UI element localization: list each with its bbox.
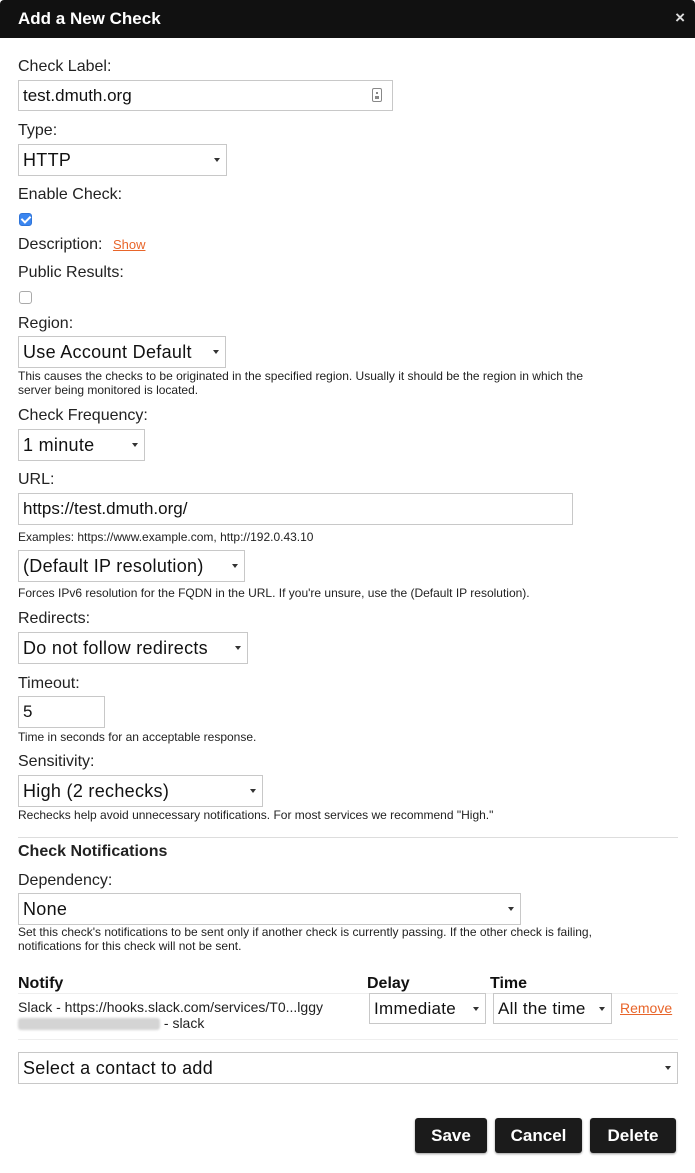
check-frequency-select[interactable] [18, 429, 145, 461]
sensitivity-select[interactable] [18, 775, 263, 807]
chevron-down-icon [214, 158, 220, 162]
time-select[interactable] [493, 993, 612, 1024]
dependency-help [18, 925, 592, 953]
delay-value: Immediate [374, 998, 457, 1018]
type-label: Type: [18, 122, 58, 139]
remove-contact-link[interactable]: Remove [620, 1000, 673, 1016]
enable-check-label: Enable Check: [18, 186, 123, 203]
delete-button[interactable]: Delete [590, 1118, 676, 1153]
url-help: Examples: https://www.example.com, http://192.0.43.10 [18, 530, 314, 544]
ip-resolution-help: Forces IPv6 resolution for the FQDN in the URL. If you're unsure, use the (Default IP resolution). [18, 586, 530, 600]
chevron-down-icon [250, 789, 256, 793]
url-input[interactable] [18, 493, 573, 525]
notify-contact-line2: - slack [163, 1015, 205, 1031]
dependency-select[interactable] [18, 893, 521, 925]
check-label-value: test.dmuth.org [23, 85, 132, 105]
redirects-select[interactable] [18, 632, 248, 664]
notify-contact-cell [18, 999, 363, 1031]
ip-resolution-select[interactable] [18, 550, 245, 582]
chevron-down-icon [599, 1007, 605, 1011]
column-header-time: Time [490, 975, 528, 992]
check-frequency-value: 1 minute [23, 434, 95, 455]
chevron-down-icon [665, 1066, 671, 1070]
dependency-value: None [23, 898, 68, 919]
chevron-down-icon [232, 564, 238, 568]
timeout-value: 5 [23, 702, 33, 721]
region-select[interactable] [18, 336, 226, 368]
check-frequency-label: Check Frequency: [18, 407, 148, 424]
sensitivity-label: Sensitivity: [18, 753, 95, 770]
dependency-help-line1: Set this check's notifications to be sent only if another check is currently passing. If the other check is failing, [18, 925, 592, 939]
region-label: Region: [18, 315, 74, 332]
url-label: URL: [18, 471, 55, 488]
redirects-label: Redirects: [18, 610, 91, 627]
table-row-divider [18, 1039, 678, 1040]
notifications-heading: Check Notifications [18, 843, 168, 860]
chevron-down-icon [473, 1007, 479, 1011]
sensitivity-value: High (2 rechecks) [23, 780, 170, 801]
chevron-down-icon [132, 443, 138, 447]
enable-check-checkbox[interactable] [19, 213, 32, 226]
save-button[interactable]: Save [415, 1118, 487, 1153]
redacted-text [18, 1018, 160, 1030]
cancel-button[interactable]: Cancel [495, 1118, 582, 1153]
description-show-link[interactable]: Show [112, 237, 146, 252]
add-contact-value: Select a contact to add [23, 1057, 214, 1078]
region-help [18, 369, 583, 397]
column-header-delay: Delay [367, 975, 410, 992]
delay-select[interactable] [369, 993, 486, 1024]
timeout-label: Timeout: [18, 675, 80, 692]
check-label-label: Check Label: [18, 58, 112, 75]
sensitivity-help: Rechecks help avoid unnecessary notifications. For most services we recommend "High." [18, 808, 494, 822]
description-row [18, 236, 145, 254]
notify-contact-line2-row [18, 1015, 363, 1031]
redirects-value: Do not follow redirects [23, 637, 208, 658]
ip-resolution-value: (Default IP resolution) [23, 555, 204, 576]
contact-card-icon[interactable] [372, 88, 382, 102]
dependency-help-line2: notifications for this check will not be sent. [18, 939, 242, 953]
chevron-down-icon [213, 350, 219, 354]
check-label-input[interactable] [18, 80, 393, 111]
time-value: All the time [498, 998, 586, 1018]
chevron-down-icon [235, 646, 241, 650]
public-results-label: Public Results: [18, 264, 124, 281]
section-divider [18, 837, 678, 838]
type-value: HTTP [23, 149, 72, 170]
column-header-notify: Notify [18, 975, 64, 992]
timeout-help: Time in seconds for an acceptable response. [18, 730, 257, 744]
region-value: Use Account Default [23, 341, 192, 362]
chevron-down-icon [508, 907, 514, 911]
dependency-label: Dependency: [18, 872, 113, 889]
type-select[interactable] [18, 144, 227, 176]
timeout-input[interactable] [18, 696, 105, 728]
notify-contact-line1: Slack - https://hooks.slack.com/services/T0...lggy [18, 999, 323, 1015]
region-help-line2: server being monitored is located. [18, 383, 199, 397]
description-label: Description: [18, 236, 103, 253]
region-help-line1: This causes the checks to be originated in the specified region. Usually it should be the region in which the [18, 369, 583, 383]
add-contact-select[interactable] [18, 1052, 678, 1084]
close-icon[interactable]: × [675, 8, 685, 27]
public-results-checkbox[interactable] [19, 291, 32, 304]
dialog-titlebar [0, 0, 695, 38]
dialog-title: Add a New Check [18, 9, 161, 28]
url-value: https://test.dmuth.org/ [23, 499, 188, 518]
